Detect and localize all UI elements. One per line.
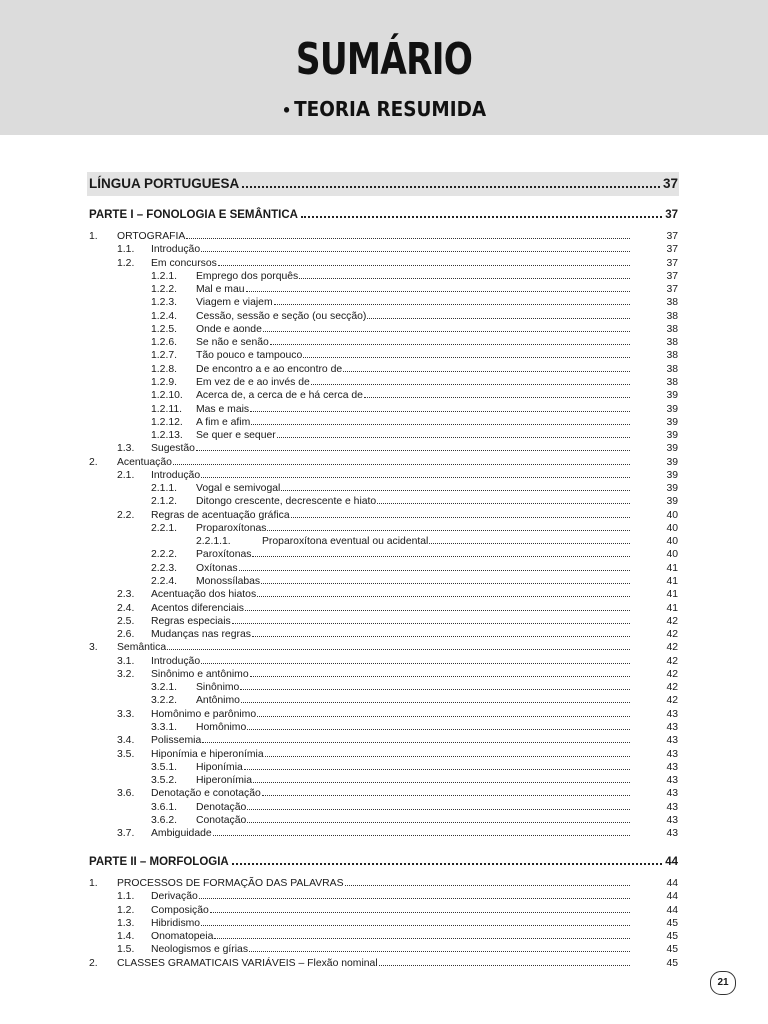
page-number-badge: 21: [710, 971, 736, 995]
toc-entry-label: Cessão, sessão e seção (ou secção): [196, 310, 367, 322]
toc-entry-label: Mal e mau: [196, 284, 245, 296]
dot-leader: [241, 701, 630, 703]
toc-entry-number: 2.: [89, 456, 98, 468]
toc-entry-label: Conotação: [196, 814, 247, 826]
toc-entry-number: 1.2.13.: [151, 430, 183, 442]
toc-entry[interactable]: [196, 416, 678, 429]
bullet-icon: •: [281, 101, 292, 120]
dot-leader: [167, 648, 630, 650]
toc-entry-label: Se não e senão: [196, 337, 269, 349]
dot-leader: [343, 370, 630, 372]
toc-entry-page: 39: [666, 483, 678, 495]
part1-page: 37: [665, 209, 678, 221]
toc-entry-page: 45: [666, 931, 678, 943]
toc-entry[interactable]: [196, 562, 678, 575]
toc-entry[interactable]: [151, 668, 678, 681]
toc-entry-page: 37: [666, 284, 678, 296]
toc-entry-label: Introdução: [151, 244, 201, 256]
dot-leader: [214, 937, 630, 939]
toc-entry-number: 2.2.2.: [151, 549, 177, 561]
dot-leader: [270, 343, 630, 345]
toc-entry-label: Em concursos: [151, 257, 217, 269]
toc-entry-number: 2.1.2.: [151, 496, 177, 508]
toc-entry[interactable]: [151, 708, 678, 721]
toc-entry[interactable]: [196, 814, 678, 827]
toc-entry[interactable]: [151, 734, 678, 747]
toc-entry-page: 43: [666, 748, 678, 760]
toc-entry-number: 1.: [89, 878, 98, 889]
toc-entry-label: Monossílabas: [196, 576, 261, 588]
dot-leader: [277, 436, 630, 438]
toc-entry[interactable]: [151, 748, 678, 761]
toc-entry-label: Homônimo: [196, 721, 247, 733]
toc-entry-label: Hiperonímia: [196, 775, 253, 787]
dot-leader: [199, 897, 630, 899]
toc-entry-number: 2.: [89, 957, 98, 969]
dot-leader: [281, 489, 630, 491]
toc-entry-label: Denotação e conotação: [151, 788, 261, 800]
toc-entry-page: 43: [666, 788, 678, 800]
toc-entry-page: 43: [666, 761, 678, 773]
dot-leader: [196, 449, 630, 451]
toc-entry-label: Mas e mais: [196, 403, 250, 415]
toc-entry[interactable]: [151, 257, 678, 270]
toc-entry[interactable]: [196, 336, 678, 349]
toc-entry-number: 1.2.3.: [151, 297, 177, 309]
toc-entry-label: A fim e afim: [196, 416, 251, 428]
toc-entry-page: 40: [666, 536, 678, 548]
toc-entry-number: 1.2.: [117, 257, 135, 269]
toc-entry-number: 1.4.: [117, 931, 135, 943]
toc-entry[interactable]: [151, 917, 678, 930]
toc-entry-page: 43: [666, 801, 678, 813]
toc-entry-page: 42: [666, 668, 678, 680]
dot-leader: [262, 794, 630, 796]
dot-leader: [253, 781, 630, 783]
toc-entry-page: 39: [666, 416, 678, 428]
page-header: [0, 0, 768, 135]
toc-entry[interactable]: [196, 323, 678, 336]
toc-entry-label: Semântica: [117, 642, 167, 654]
toc-entry-page: 42: [666, 642, 678, 654]
dot-leader: [242, 185, 660, 188]
dot-leader: [173, 463, 630, 465]
dot-leader: [311, 383, 630, 385]
dot-leader: [379, 964, 630, 966]
toc-entry[interactable]: [196, 548, 678, 561]
toc-entry-number: 2.6.: [117, 629, 135, 641]
toc-entry-number: 1.3.: [117, 917, 135, 929]
dot-leader: [267, 529, 630, 531]
toc-entry-label: Hiponímia e hiperonímia: [151, 748, 264, 760]
toc-entry-page: 43: [666, 828, 678, 840]
dot-leader: [263, 330, 630, 332]
toc-entry-page: 38: [666, 350, 678, 362]
toc-entry-page: 43: [666, 775, 678, 787]
toc-entry-label: Hibridismo: [151, 917, 201, 929]
toc-entry-label: Proparoxítonas: [196, 522, 267, 534]
toc-entry-page: 39: [666, 456, 678, 468]
toc-entry[interactable]: [117, 877, 678, 890]
dot-leader: [303, 356, 630, 358]
toc-entry-page: 38: [666, 297, 678, 309]
toc-entry-label: Acentuação dos hiatos: [151, 589, 257, 601]
toc-entry-number: 2.2.1.1.: [196, 536, 231, 548]
toc-entry-label: Mudanças nas regras: [151, 629, 251, 641]
toc-entry-page: 39: [666, 469, 678, 481]
toc-entry-label: Acerca de, a cerca de e há cerca de: [196, 390, 363, 402]
toc-entry-label: Se quer e sequer: [196, 430, 276, 442]
toc-entry[interactable]: [151, 469, 678, 482]
toc-entry-number: 3.4.: [117, 735, 135, 747]
page-title: SUMÁRIO: [295, 34, 473, 85]
toc-entry-number: 2.3.: [117, 589, 135, 601]
toc-entry-page: 44: [666, 904, 678, 916]
toc-entry-page: 39: [666, 496, 678, 508]
dot-leader: [249, 950, 630, 952]
toc-entry-page: 38: [666, 310, 678, 322]
toc-entry-label: Introdução: [151, 469, 201, 481]
subtitle-text: TEORIA RESUMIDA: [294, 97, 487, 121]
toc-entry-page: 39: [666, 390, 678, 402]
toc-entry-label: Acentuação: [117, 456, 172, 468]
dot-leader: [239, 569, 630, 571]
dot-leader: [240, 688, 630, 690]
toc-entry-label: Onde e aonde: [196, 323, 262, 335]
toc-entry-label: Neologismos e gírias: [151, 944, 249, 956]
toc-entry-label: Regras de acentuação gráfica: [151, 509, 290, 521]
toc-entry-label: Proparoxítona eventual ou acidental: [262, 536, 429, 548]
toc-entry-label: Antônimo: [196, 695, 240, 707]
toc-entry-number: 2.1.: [117, 469, 135, 481]
toc-entry-label: De encontro a e ao encontro de: [196, 363, 343, 375]
toc-entry-page: 37: [666, 231, 678, 242]
toc-entry-number: 1.1.: [117, 244, 135, 256]
toc-part2-entry[interactable]: [89, 856, 678, 868]
toc-entry-label: Onomatopeia: [151, 931, 214, 943]
toc-entry-label: Composição: [151, 904, 209, 916]
dot-leader: [232, 862, 662, 865]
dot-leader: [232, 622, 630, 624]
toc-entry-page: 45: [666, 944, 678, 956]
toc-entry-page: 41: [666, 576, 678, 588]
dot-leader: [377, 502, 630, 504]
toc-entry-number: 1.2.7.: [151, 350, 177, 362]
toc-entry[interactable]: [117, 957, 678, 970]
toc-entry[interactable]: [196, 283, 678, 296]
toc-entry-label: Sugestão: [151, 443, 195, 455]
toc-entry-number: 1.2.1.: [151, 270, 177, 282]
toc-entry-number: 3.5.: [117, 748, 135, 760]
toc-entry-number: 3.6.2.: [151, 814, 177, 826]
toc-entry-page: 38: [666, 376, 678, 388]
dot-leader: [246, 290, 630, 292]
subject-label: LÍNGUA PORTUGUESA: [89, 176, 240, 191]
toc-entry[interactable]: [196, 721, 678, 734]
dot-leader: [201, 250, 630, 252]
toc-entry-page: 40: [666, 509, 678, 521]
toc-entry-page: 37: [666, 244, 678, 256]
dot-leader: [201, 476, 630, 478]
dot-leader: [201, 662, 630, 664]
page-subtitle: [31, 97, 738, 121]
toc-entry-page: 42: [666, 682, 678, 694]
toc-entry-label: Emprego dos porquês: [196, 270, 299, 282]
toc-entry-page: 38: [666, 363, 678, 375]
dot-leader: [274, 303, 630, 305]
subject-page: 37: [662, 176, 678, 191]
toc-entry-number: 3.2.1.: [151, 682, 177, 694]
toc-entry[interactable]: [151, 943, 678, 956]
toc-entry-page: 42: [666, 655, 678, 667]
toc-entry[interactable]: [196, 681, 678, 694]
toc-entry-label: Tão pouco e tampouco: [196, 350, 303, 362]
toc-entry-page: 45: [666, 957, 678, 969]
dot-leader: [301, 215, 662, 218]
toc-entry-page: 43: [666, 814, 678, 826]
toc-entry-page: 40: [666, 522, 678, 534]
dot-leader: [345, 884, 630, 886]
toc-entry-number: 1.2.11.: [151, 403, 183, 415]
toc-entry-number: 1.2.10.: [151, 390, 183, 402]
dot-leader: [186, 237, 630, 239]
toc-entry[interactable]: [151, 442, 678, 455]
toc-entry-label: Denotação: [196, 801, 247, 813]
toc-entry-page: 39: [666, 443, 678, 455]
toc-entry[interactable]: [151, 827, 678, 840]
toc-entry-number: 3.6.: [117, 788, 135, 800]
dot-leader: [251, 423, 630, 425]
toc-entry-number: 1.5.: [117, 944, 135, 956]
toc-entry-page: 43: [666, 721, 678, 733]
toc-entry[interactable]: [196, 270, 678, 283]
toc-entry[interactable]: [196, 522, 678, 535]
toc-entry[interactable]: [151, 890, 678, 903]
toc-entry-number: 3.7.: [117, 828, 135, 840]
toc-entry-number: 3.5.2.: [151, 775, 177, 787]
dot-leader: [244, 768, 630, 770]
toc-entry-page: 41: [666, 589, 678, 601]
toc-entry[interactable]: [196, 495, 678, 508]
toc-entry-number: 2.2.1.: [151, 522, 177, 534]
toc-entry-page: 42: [666, 695, 678, 707]
toc-entry[interactable]: [151, 588, 678, 601]
toc-entry[interactable]: [151, 628, 678, 641]
toc-entry-label: Regras especiais: [151, 615, 231, 627]
toc-entry[interactable]: [196, 761, 678, 774]
toc-entry-page: 44: [666, 891, 678, 903]
dot-leader: [213, 834, 630, 836]
toc-entry-page: 42: [666, 629, 678, 641]
toc-entry-label: Derivação: [151, 891, 198, 903]
toc-entry[interactable]: [151, 787, 678, 800]
toc-entry-number: 3.5.1.: [151, 761, 177, 773]
toc-part1-entry[interactable]: [89, 209, 678, 221]
toc-entry-page: 43: [666, 735, 678, 747]
toc-entry-label: Sinônimo e antônimo: [151, 668, 249, 680]
toc-entry-label: CLASSES GRAMATICAIS VARIÁVEIS – Flexão nominal: [117, 957, 378, 969]
dot-leader: [247, 728, 630, 730]
toc-entry[interactable]: [196, 429, 678, 442]
toc-entry-number: 1.2.5.: [151, 323, 177, 335]
toc-entry-number: 1.1.: [117, 891, 135, 903]
toc-subject-entry[interactable]: [89, 176, 678, 191]
toc-entry[interactable]: [196, 801, 678, 814]
toc-entry-number: 3.2.: [117, 668, 135, 680]
toc-entry-number: 2.4.: [117, 602, 135, 614]
dot-leader: [250, 410, 630, 412]
toc-entry[interactable]: [196, 349, 678, 362]
part2-label: PARTE II – MORFOLOGIA: [89, 856, 229, 868]
toc-entry-label: Introdução: [151, 655, 201, 667]
toc-entry[interactable]: [196, 310, 678, 323]
toc-entry-page: 39: [666, 430, 678, 442]
toc-entry-page: 44: [666, 878, 678, 889]
toc-entry-number: 3.2.2.: [151, 695, 177, 707]
toc-entry-number: 3.1.: [117, 655, 135, 667]
dot-leader: [210, 911, 630, 913]
toc-entry-label: Oxítonas: [196, 562, 238, 574]
toc-entry[interactable]: [196, 296, 678, 309]
toc-entry[interactable]: [151, 602, 678, 615]
toc-entry-label: Hiponímia: [196, 761, 243, 773]
toc-entry[interactable]: [151, 615, 678, 628]
toc-entry-page: 39: [666, 403, 678, 415]
toc-entry-page: 45: [666, 917, 678, 929]
dot-leader: [257, 595, 630, 597]
toc-entry-page: 37: [666, 270, 678, 282]
toc-entry-label: PROCESSOS DE FORMAÇÃO DAS PALAVRAS: [117, 878, 344, 889]
toc-entry-label: ORTOGRAFIA: [117, 231, 186, 242]
toc-entry-page: 43: [666, 708, 678, 720]
toc-entry-label: Ambiguidade: [151, 828, 212, 840]
toc-entry[interactable]: [151, 509, 678, 522]
toc-entry-number: 1.2.8.: [151, 363, 177, 375]
dot-leader: [201, 924, 630, 926]
toc-entry-number: 1.2.: [117, 904, 135, 916]
toc-entry-page: 40: [666, 549, 678, 561]
toc-entry-label: Homônimo e parônimo: [151, 708, 257, 720]
dot-leader: [299, 277, 630, 279]
toc-entry-label: Polissemia: [151, 735, 202, 747]
toc-entry[interactable]: [117, 641, 678, 654]
toc-entry-page: 42: [666, 615, 678, 627]
dot-leader: [265, 755, 630, 757]
toc-entry-label: Ditongo crescente, decrescente e hiato: [196, 496, 377, 508]
part1-label: PARTE I – FONOLOGIA E SEMÂNTICA: [89, 209, 298, 221]
toc-entry-number: 1.3.: [117, 443, 135, 455]
toc-entry[interactable]: [117, 456, 678, 469]
toc-entry-number: 1.2.6.: [151, 337, 177, 349]
dot-leader: [252, 635, 630, 637]
toc-entry[interactable]: [151, 655, 678, 668]
toc-entry[interactable]: [151, 243, 678, 256]
dot-leader: [291, 516, 630, 518]
dot-leader: [202, 741, 630, 743]
toc-entry-number: 3.6.1.: [151, 801, 177, 813]
dot-leader: [247, 821, 630, 823]
toc-entry[interactable]: [196, 363, 678, 376]
toc-entry-number: 1.2.12.: [151, 416, 183, 428]
toc-entry[interactable]: [196, 389, 678, 402]
toc-entry[interactable]: [196, 403, 678, 416]
dot-leader: [218, 264, 630, 266]
toc-entry-number: 2.2.4.: [151, 576, 177, 588]
toc-entry-label: Viagem e viajem: [196, 297, 273, 309]
toc-entry-number: 2.1.1.: [151, 483, 177, 495]
toc-entry[interactable]: [262, 535, 678, 548]
toc-entry-page: 37: [666, 257, 678, 269]
toc-entry-number: 3.: [89, 642, 98, 654]
dot-leader: [245, 609, 630, 611]
toc-entry-page: 38: [666, 323, 678, 335]
toc-entry-page: 38: [666, 337, 678, 349]
toc-entry-label: Vogal e semivogal: [196, 483, 281, 495]
toc-entry-number: 3.3.1.: [151, 721, 177, 733]
toc-entry-label: Em vez de e ao invés de: [196, 376, 310, 388]
toc-entry-number: 1.: [89, 231, 98, 242]
toc-entry-page: 41: [666, 562, 678, 574]
toc-entry-label: Paroxítonas: [196, 549, 252, 561]
dot-leader: [367, 317, 630, 319]
toc-entry[interactable]: [151, 904, 678, 917]
toc-entry-number: 2.2.: [117, 509, 135, 521]
dot-leader: [247, 808, 630, 810]
toc-entry-page: 41: [666, 602, 678, 614]
toc-entry-label: Acentos diferenciais: [151, 602, 244, 614]
toc-entry[interactable]: [117, 230, 678, 243]
toc-entry-number: 1.2.9.: [151, 376, 177, 388]
toc-entry-number: 3.3.: [117, 708, 135, 720]
toc-entry-label: Sinônimo: [196, 682, 240, 694]
dot-leader: [429, 542, 630, 544]
dot-leader: [261, 582, 630, 584]
toc-entry[interactable]: [196, 575, 678, 588]
dot-leader: [257, 715, 630, 717]
toc-entry-number: 1.2.2.: [151, 284, 177, 296]
toc-entry-number: 1.2.4.: [151, 310, 177, 322]
toc-entry-number: 2.5.: [117, 615, 135, 627]
dot-leader: [252, 555, 630, 557]
toc-entry[interactable]: [196, 376, 678, 389]
toc-entry[interactable]: [196, 774, 678, 787]
toc-entry[interactable]: [151, 930, 678, 943]
toc-entry-number: 2.2.3.: [151, 562, 177, 574]
toc-entry[interactable]: [196, 482, 678, 495]
dot-leader: [250, 675, 630, 677]
part2-page: 44: [665, 856, 678, 868]
dot-leader: [364, 396, 630, 398]
toc-entry[interactable]: [196, 694, 678, 707]
